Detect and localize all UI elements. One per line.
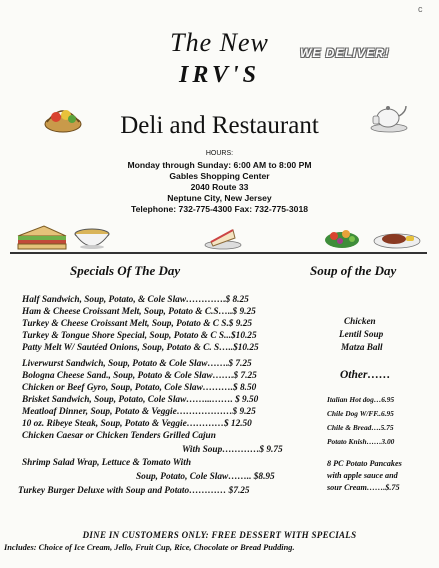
other-heading: Other……	[340, 369, 391, 381]
special-item: Liverwurst Sandwich, Soup, Potato & Cole Slaw…….$ 7.25	[22, 359, 252, 369]
other-item: Chile & Bread….5.75	[327, 423, 394, 432]
special-item: Bologna Cheese Sand., Soup, Potato & Cole Slaw…….$ 7.25	[22, 371, 257, 381]
special-item: Ham & Cheese Croissant Melt, Soup, Potato & C.S…..$ 9.25	[22, 307, 256, 317]
soup-item: Matza Ball	[341, 342, 383, 352]
special-item: Turkey & Tongue Shore Special, Soup, Potato & C S...$10.25	[22, 331, 257, 341]
special-item: 10 oz. Ribeye Steak, Soup, Potato & Veggie…………$ 12.50	[22, 419, 252, 429]
special-item: Half Sandwich, Soup, Potato, & Cole Slaw………….$ 8.25	[22, 295, 249, 305]
special-item-price: Soup, Potato, Cole Slaw…….. $8.95	[136, 472, 275, 482]
title-irvs: IRV'S	[179, 62, 260, 88]
cake-slice-icon	[203, 222, 243, 250]
other-item: Potato Knish……3.00	[327, 437, 395, 446]
special-item: Brisket Sandwich, Soup, Potato, Cole Slaw……...……. $ 9.50	[22, 395, 259, 405]
special-item: Meatloaf Dinner, Soup, Potato & Veggie………………$ 9.25	[22, 407, 256, 417]
phone-fax-line: Telephone: 732-775-4300 Fax: 732-775-3018	[130, 204, 309, 214]
special-item: Turkey & Cheese Croissant Melt, Soup, Potato & C S.$ 9.25	[22, 319, 253, 329]
soup-bowl-icon	[72, 224, 112, 250]
pancake-line: sour Cream…….$.75	[327, 483, 400, 492]
pancake-line: 8 PC Potato Pancakes	[327, 459, 402, 468]
specials-heading: Specials Of The Day	[70, 263, 181, 278]
soup-item: Lentil Soup	[339, 329, 384, 339]
footer-includes: Includes: Choice of Ice Cream, Jello, Fruit Cup, Rice, Chocolate or Bread Pudding.	[4, 543, 295, 552]
special-item: Turkey Burger Deluxe with Soup and Potato………… $7.25	[18, 486, 250, 496]
address-line-1: Gables Shopping Center	[169, 171, 270, 181]
other-item: Italian Hot dog…6.95	[327, 395, 395, 404]
sandwich-icon	[14, 222, 70, 252]
special-item: Chicken or Beef Gyro, Soup, Potato, Cole Slaw……….$ 8.50	[22, 383, 257, 393]
pancake-line: with apple sauce and	[327, 471, 398, 480]
address-line-3: Neptune City, New Jersey	[167, 193, 272, 203]
we-deliver-badge: WE DELIVER!	[300, 46, 390, 60]
title-the-new: The New	[170, 28, 269, 57]
title-deli-restaurant: Deli and Restaurant	[120, 112, 319, 139]
soup-item: Chicken	[344, 316, 376, 326]
corner-mark: c	[418, 4, 423, 14]
salad-icon	[322, 220, 362, 250]
other-item: Chile Dog W/FF..6.95	[327, 409, 394, 418]
steak-plate-icon	[372, 226, 422, 250]
special-item: Patty Melt W/ Sautéed Onions, Soup, Potato & C. S…..$10.25	[22, 343, 259, 353]
special-item-price: With Soup…………$ 9.75	[182, 445, 283, 455]
special-item: Chicken Caesar or Chicken Tenders Grilled Cajun	[22, 431, 216, 441]
hours-line: Monday through Sunday: 6:00 AM to 8:00 PM	[127, 160, 312, 170]
soup-heading: Soup of the Day	[310, 263, 397, 278]
address-line-2: 2040 Route 33	[190, 182, 249, 192]
hours-label: HOURS:	[205, 150, 234, 157]
special-item: Shrimp Salad Wrap, Lettuce & Tomato With	[22, 458, 192, 468]
footer-dine-in: DINE IN CUSTOMERS ONLY: FREE DESSERT WITH SPECIALS	[82, 530, 357, 540]
